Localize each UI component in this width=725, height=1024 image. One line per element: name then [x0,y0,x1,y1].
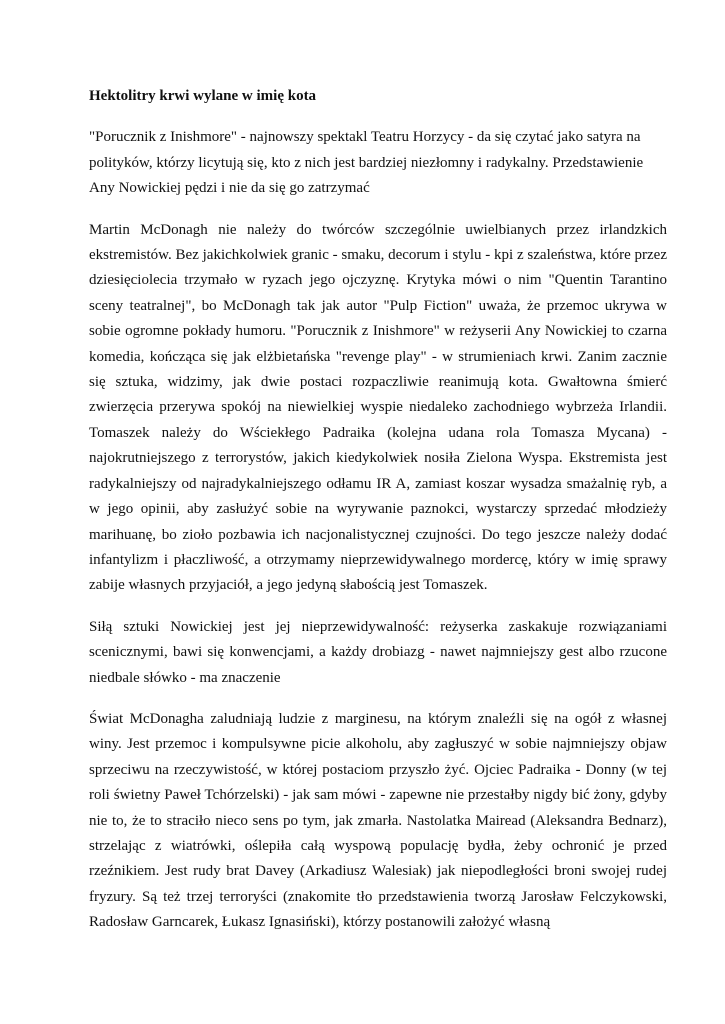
document-page [89,84,667,952]
article-lead: "Porucznik z Inishmore" - najnowszy spektakl Teatru Horzycy - da się czytać jako satyra na polityków, którzy licytują się, kto z nich jest bardziej niezłomny i radykalny. Przedstawienie Any Nowickiej pędzi i nie da się go zatrzymać [89,129,644,197]
paragraph-3: Świat McDonagha zaludniają ludzie z marginesu, na którym znaleźli się na ogół z własnej winy. Jest przemoc i kompulsywne picie alkoholu, aby zagłuszyć w sobie najmniejszy objaw sprzeciwu na rzeczywistość, w której postaciom przyszło żyć. Ojciec Padraika - Donny (w tej roli świetny Paweł Tchórzelski) - jak sam mówi - zapewne nie przestałby nigdy bić żony, gdyby nie to, że to straciło nieco sens po tym, jak zmarła. Nastolatka Mairead (Aleksandra Bednarz), strzelając z wiatrówki, oślepiła całą wyspową populację bydła, żeby ochronić je przed rzeźnikiem. Jest rudy brat Davey (Arkadiusz Walesiak) jak niepodległości broni swojej rudej fryzury. Są też trzej terroryści (znakomite tło przedstawienia tworzą Jarosław Felczykowski, Radosław Garncarek, Łukasz Ignasiński), którzy postanowili założyć własną [89,710,667,931]
article-title: Hektolitry krwi wylane w imię kota [89,88,317,104]
paragraph-2: Siłą sztuki Nowickiej jest jej nieprzewidywalność: reżyserka zaskakuje rozwiązaniami scenicznymi, bawi się konwencjami, a każdy drobiazg - nawet najmniejszy gest albo rzucone niedbale słówko - ma znaczenie [89,618,667,686]
paragraph-1: Martin McDonagh nie należy do twórców szczególnie uwielbianych przez irlandzkich ekstremistów. Bez jakichkolwiek granic - smaku, decorum i stylu - kpi z szaleństwa, które przez dziesięciolecia trzymało w ryzach jego ojczyznę. Krytyka mówi o nim "Quentin Tarantino sceny teatralnej", bo McDonagh tak jak autor "Pulp Fiction" uważa, że przemoc ukrywa w sobie ogromne pokłady humoru. "Porucznik z Inishmore" w reżyserii Any Nowickiej to czarna komedia, kończąca się jak elżbietańska "revenge play" - w strumieniach krwi. Zanim zacznie się sztuka, widzimy, jak dwie postaci rozpaczliwie reanimują kota. Gwałtowna śmierć zwierzęcia przerywa spokój na niewielkiej wyspie niedaleko zachodniego wybrzeża Irlandii. Tomaszek należy do Wściekłego Padraika (kolejna udana rola Tomasza Mycana) - najokrutniejszego z terrorystów, jakich kiedykolwiek nosiła Zielona Wyspa. Ekstremista jest radykalniejszy od najradykalniejszego odłamu IR A, zamiast koszar wysadza smażalnię ryb, a w jego opinii, aby zasłużyć sobie na wyrywanie paznokci, wystarczy sprzedać młodzieży marihuanę, bo zioło pozbawia ich nacjonalistycznej czujności. Do tego jeszcze należy dodać infantylizm i płaczliwość, a otrzymamy nieprzewidywalnego mordercę, który w imię sprawy zabije własnych przyjaciół, a jego jedyną słabością jest Tomaszek. [89,221,667,594]
